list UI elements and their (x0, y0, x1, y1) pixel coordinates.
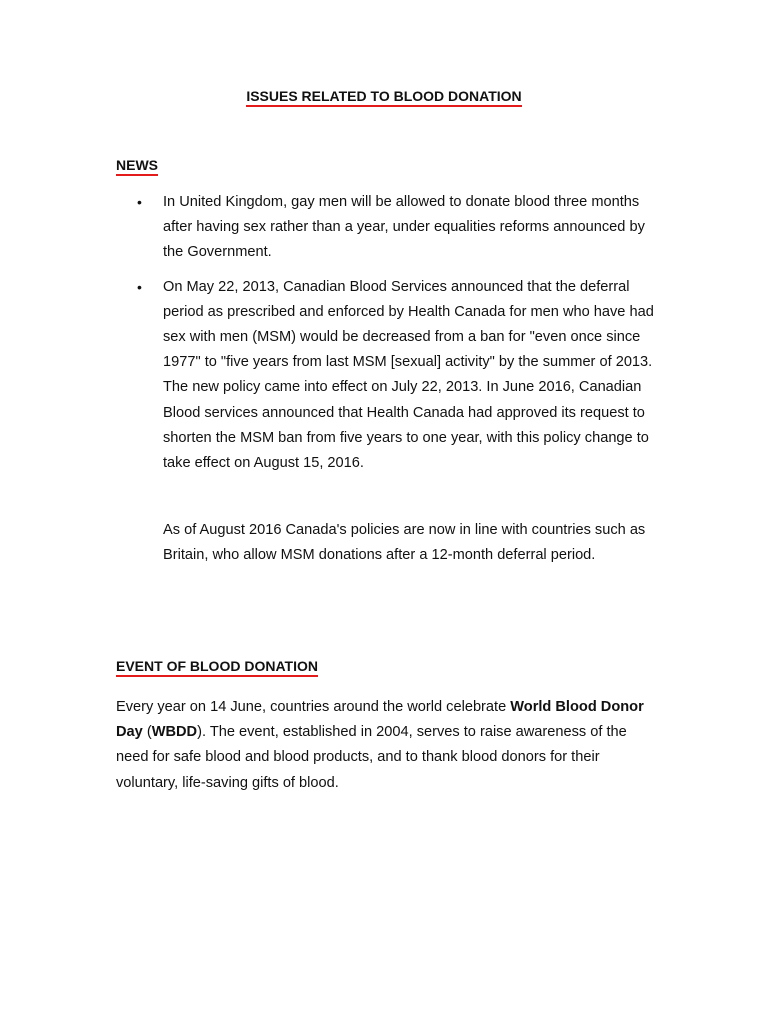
news-heading: NEWS (116, 156, 158, 174)
bullet-icon: • (137, 278, 142, 295)
event-abbreviation: WBDD (151, 724, 198, 741)
document-title: ISSUES RELATED TO BLOOD DONATION (0, 87, 768, 105)
list-item: • On May 22, 2013, Canadian Blood Services announced that the deferral period as prescribed and enforced by Health Canada for men who have had sex with men (MSM) would be decreased from a ban for "even once since 1977" to "five years from last MSM [sexual] activity" by the summer of 2013. The new policy came into effect on July 22, 2013. In June 2016, Canadian Blood services announced that Health Canada had approved its request to shorten the MSM ban from five years to one year, with this policy change to take effect on August 15, 2016. (116, 275, 656, 477)
list-item: • In United Kingdom, gay men will be allowed to donate blood three months after having sex rather than a year, under equalities reforms announced by the Government. (116, 190, 656, 266)
event-name: World Blood Donor Day (116, 699, 644, 741)
event-paragraph: Every year on 14 June, countries around the world celebrate World Blood Donor Day (WBDD). The event, established in 2004, serves to raise awareness of the need for safe blood and blood products, and to thank blood donors for their voluntary, life-saving gifts of blood. (116, 699, 644, 791)
bullet-icon: • (137, 194, 142, 210)
event-heading: EVENT OF BLOOD DONATION (116, 657, 318, 675)
news-bullet-list (116, 190, 656, 476)
news-followup-paragraph: As of August 2016 Canada's policies are now in line with countries such as Britain, who allow MSM donations after a 12-month deferral period. (163, 522, 646, 564)
